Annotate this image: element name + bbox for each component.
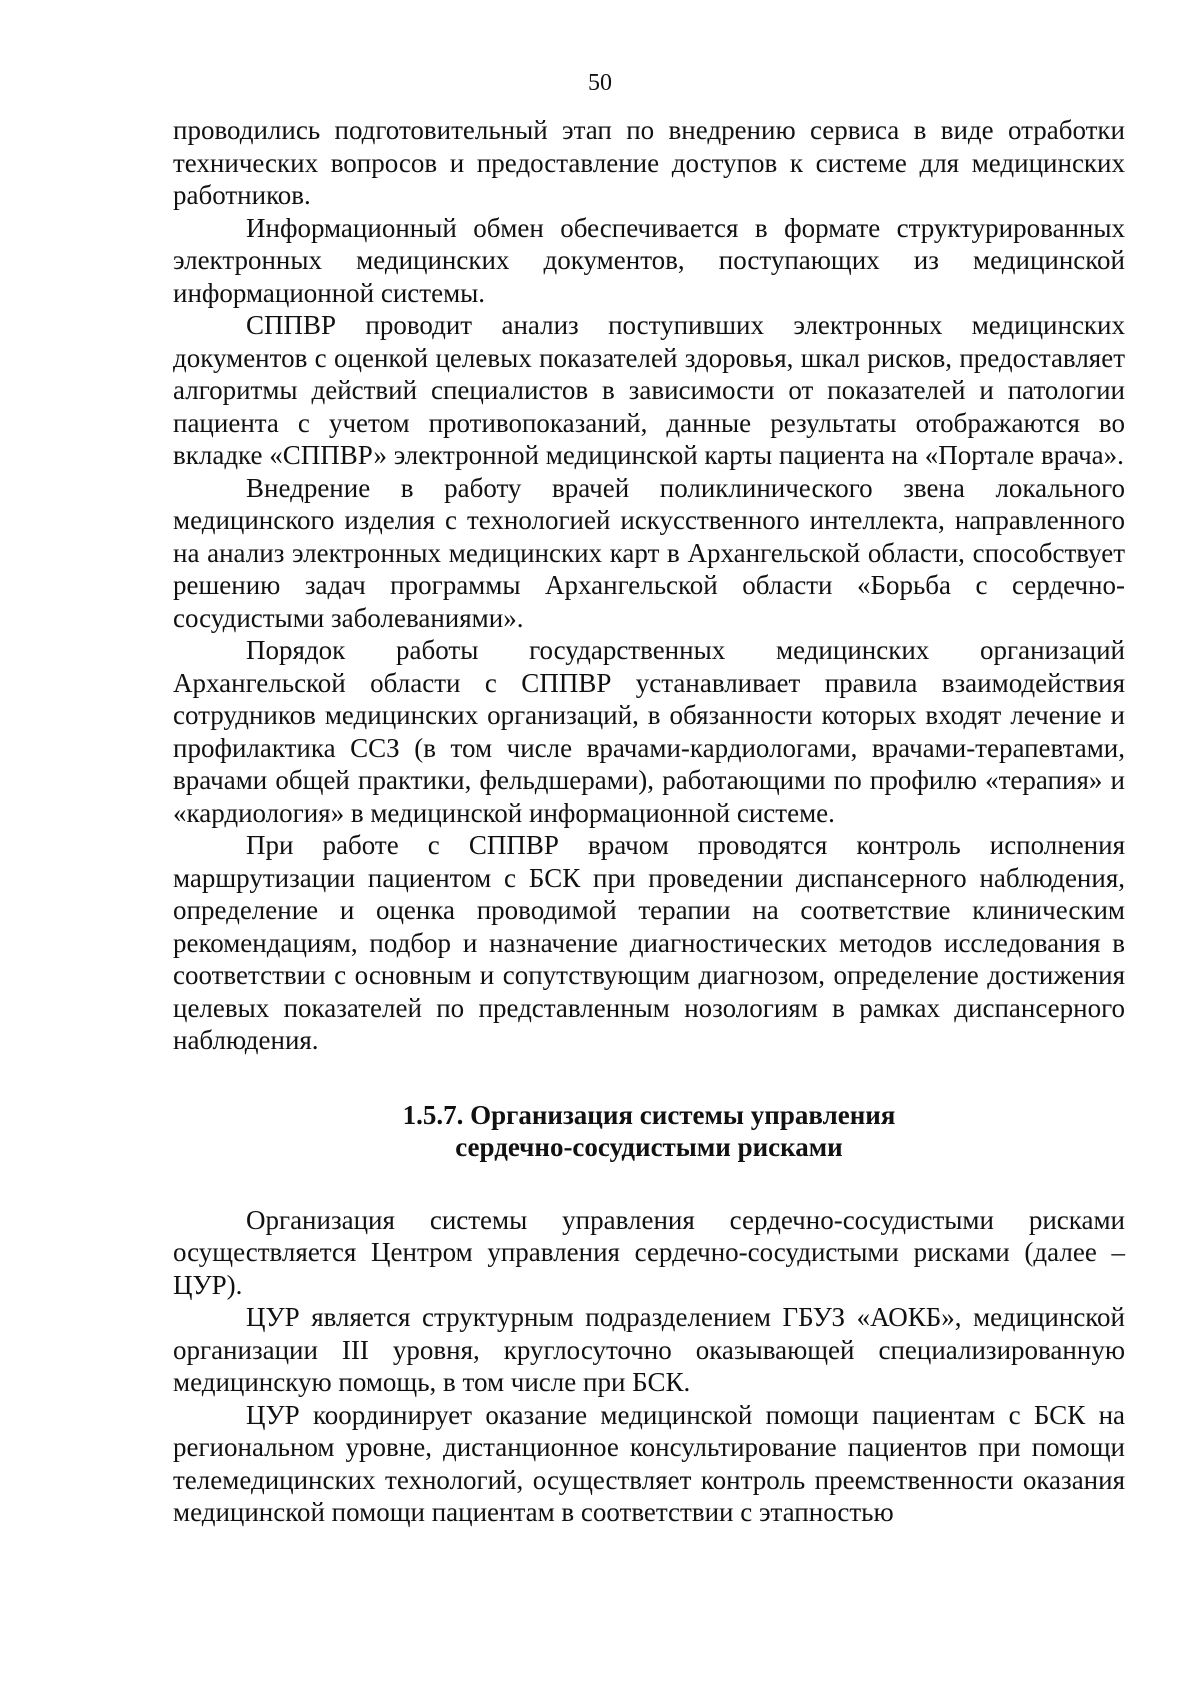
document-body: [173, 114, 1125, 1529]
section-heading: [173, 1099, 1125, 1164]
paragraph-continuation: проводились подготовительный этап по внедрению сервиса в виде отработки технических вопросов и предоставление доступов к системе для медицинских работников.: [173, 115, 1125, 210]
paragraph-cur-coordination: ЦУР координирует оказание медицинской помощи пациентам с БСК на региональном уровне, дистанционное консультирование пациентов при помощи телемедицинских технологий, осуществляет контроль преемственности оказания медицинской помощи пациентам в соответствии с этапностью: [173, 1399, 1125, 1527]
paragraph-risk-management-center: Организация системы управления сердечно-сосудистыми рисками осуществляется Центром управления сердечно-сосудистыми рисками (далее – ЦУР).: [173, 1204, 1125, 1300]
page-number: 50: [588, 70, 612, 96]
paragraph-sppvr-analysis: СППВР проводит анализ поступивших электронных медицинских документов с оценкой целевых показателей здоровья, шкал рисков, предоставляет алгоритмы действий специалистов в зависимости от показателей и патологии пациента с учетом противопоказаний, данные результаты отображаются во вкладке «СППВР» электронной медицинской карты пациента на «Портале врача».: [173, 310, 1125, 470]
section-heading-line-1: 1.5.7. Организация системы управления: [402, 1099, 896, 1130]
section-heading-line-2: сердечно-сосудистыми рисками: [455, 1132, 843, 1162]
paragraph-cur-structure: ЦУР является структурным подразделением ГБУЗ «АОКБ», медицинской организации III уровня, круглосуточно оказывающей специализированную медицинскую помощь, в том числе при БСК.: [173, 1302, 1125, 1397]
paragraph-ai-implementation: Внедрение в работу врачей поликлинического звена локального медицинского изделия с технологией искусственного интеллекта, направленного на анализ электронных медицинских карт в Архангельской области, способствует решению задач программы Архангельской области «Борьба с сердечно-сосудистыми заболеваниями».: [173, 472, 1125, 633]
paragraph-doctor-control: При работе с СППВР врачом проводятся контроль исполнения маршрутизации пациентом с БСК при проведении диспансерного наблюдения, определение и оценка проводимой терапии на соответствие клиническим рекомендациям, подбор и назначение диагностических методов исследования в соответствии с основным и сопутствующим диагнозом, определение достижения целевых показателей по представленным нозологиям в рамках диспансерного наблюдения.: [173, 830, 1125, 1055]
paragraph-information-exchange: Информационный обмен обеспечивается в формате структурированных электронных медицинских документов, поступающих из медицинской информационной системы.: [173, 212, 1125, 308]
paragraph-work-procedure: Порядок работы государственных медицинских организаций Архангельской области с СППВР устанавливает правила взаимодействия сотрудников медицинских организаций, в обязанности которых входят лечение и профилактика ССЗ (в том числе врачами-кардиологами, врачами-терапевтами, врачами общей практики, фельдшерами), работающими по профилю «терапия» и «кардиология» в медицинской информационной системе.: [173, 635, 1125, 828]
